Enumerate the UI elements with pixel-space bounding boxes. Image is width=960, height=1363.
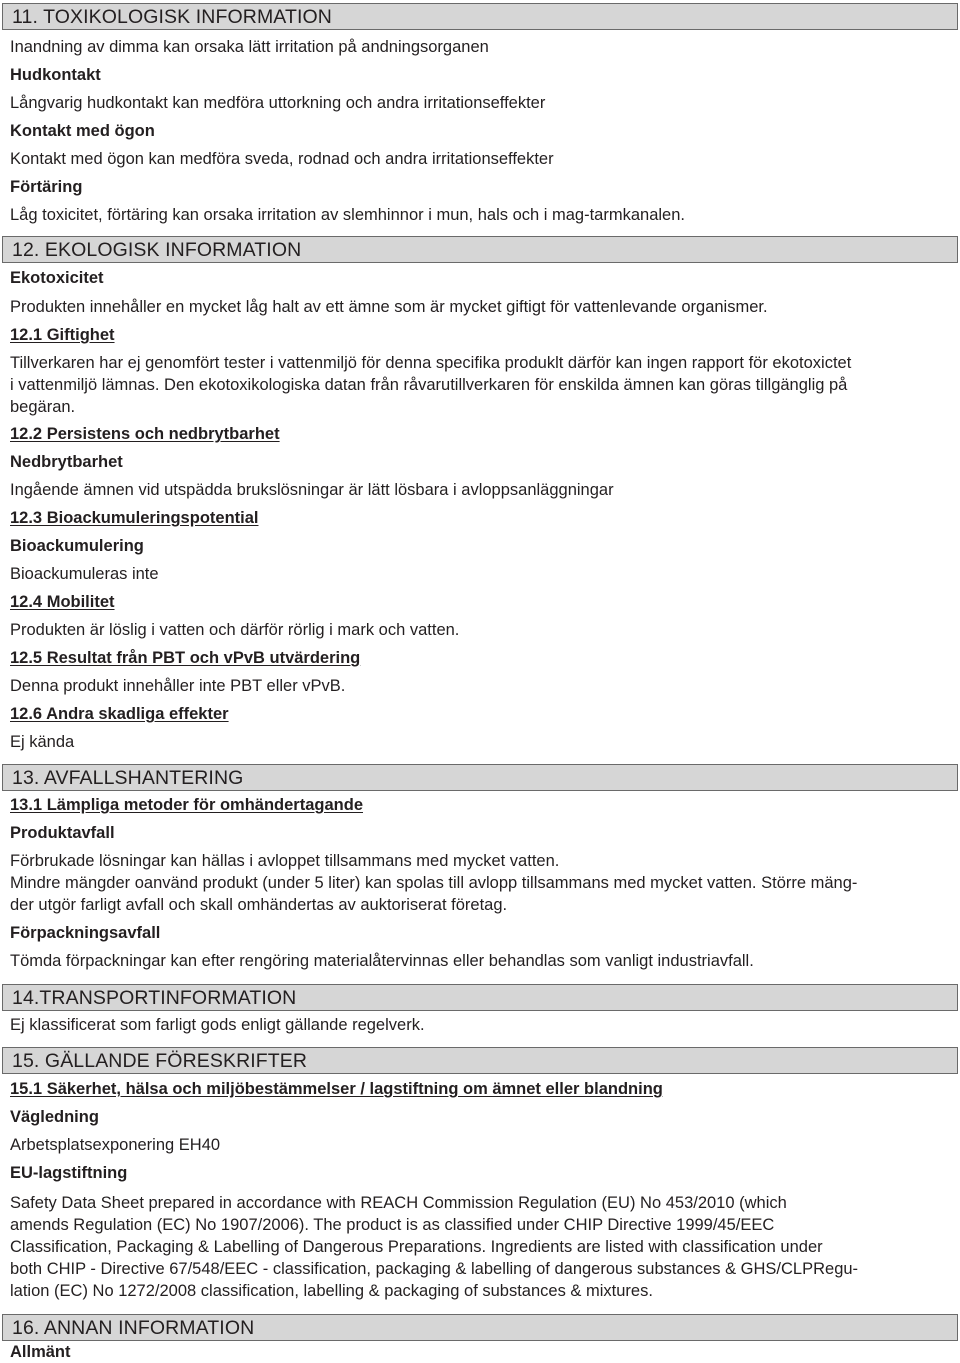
skin-contact-text: Långvarig hudkontakt kan medföra uttorkning och andra irritationseffekter bbox=[10, 94, 546, 112]
subsection-12-2-heading: 12.2 Persistens och nedbrytbarhet bbox=[10, 425, 280, 443]
packaging-waste-heading: Förpackningsavfall bbox=[10, 924, 161, 942]
section-13-title: 13. AVFALLSHANTERING bbox=[12, 767, 244, 789]
degradability-text: Ingående ämnen vid utspädda brukslösningar är lätt lösbara i avloppsanläggningar bbox=[10, 481, 614, 499]
subsection-12-4-heading: 12.4 Mobilitet bbox=[10, 593, 115, 611]
section-15-title: 15. GÄLLANDE FÖRESKRIFTER bbox=[12, 1050, 308, 1072]
eu-legislation-line-4: both CHIP - Directive 67/548/EEC - classification, packaging & labelling of dangerous substances & GHS/CLPRegu- bbox=[10, 1260, 859, 1278]
ingestion-text: Låg toxicitet, förtäring kan orsaka irritation av slemhinnor i mun, hals och i mag-tarmkanalen. bbox=[10, 206, 685, 224]
section-14-title: 14.TRANSPORTINFORMATION bbox=[12, 987, 297, 1009]
subsection-12-5-heading: 12.5 Resultat från PBT och vPvB utvärdering bbox=[10, 649, 361, 667]
ingestion-heading: Förtäring bbox=[10, 178, 83, 196]
subsection-13-1-heading: 13.1 Lämpliga metoder för omhändertagande bbox=[10, 796, 363, 814]
section-12-title: 12. EKOLOGISK INFORMATION bbox=[12, 239, 302, 261]
subsection-12-3-heading: 12.3 Bioackumuleringspotential bbox=[10, 509, 259, 527]
bioaccumulation-text: Bioackumuleras inte bbox=[10, 565, 159, 583]
pbt-text: Denna produkt innehåller inte PBT eller vPvB. bbox=[10, 677, 346, 695]
toxicity-text-line-1: Tillverkaren har ej genomfört tester i vattenmiljö för denna specifika produklt därför kan ingen rapport för ekotoxictet bbox=[10, 354, 852, 372]
inhalation-text: Inandning av dimma kan orsaka lätt irritation på andningsorganen bbox=[10, 38, 489, 56]
subsection-15-1-heading: 15.1 Säkerhet, hälsa och miljöbestämmelser / lagstiftning om ämnet eller blandning bbox=[10, 1080, 663, 1098]
bioaccumulation-heading: Bioackumulering bbox=[10, 537, 144, 555]
guidance-text: Arbetsplatsexponering EH40 bbox=[10, 1136, 221, 1154]
section-16-title: 16. ANNAN INFORMATION bbox=[12, 1317, 255, 1339]
section-12-header bbox=[2, 236, 958, 263]
ecotoxicity-text: Produkten innehåller en mycket låg halt av ett ämne som är mycket giftigt för vattenlevande organismer. bbox=[10, 298, 768, 316]
product-waste-line-2: Mindre mängder oanvänd produkt (under 5 liter) kan spolas till avlopp tillsammans med mycket vatten. Större mäng- bbox=[10, 874, 858, 892]
packaging-waste-text: Tömda förpackningar kan efter rengöring materialåtervinnas eller behandlas som vanligt industriavfall. bbox=[10, 952, 754, 970]
skin-contact-heading: Hudkontakt bbox=[10, 66, 101, 84]
section-13-header bbox=[2, 764, 958, 791]
general-heading: Allmänt bbox=[10, 1343, 71, 1361]
degradability-heading: Nedbrytbarhet bbox=[10, 453, 123, 471]
section-11-header bbox=[2, 3, 958, 30]
eu-legislation-line-5: lation (EC) No 1272/2008 classification, labelling & packaging of substances & mixtures. bbox=[10, 1282, 653, 1300]
eye-contact-heading: Kontakt med ögon bbox=[10, 122, 155, 140]
toxicity-text-line-3: begäran. bbox=[10, 398, 76, 416]
other-effects-text: Ej kända bbox=[10, 733, 75, 751]
subsection-12-6-heading: 12.6 Andra skadliga effekter bbox=[10, 705, 229, 723]
toxicity-text-line-2: i vattenmiljö lämnas. Den ekotoxikologiska datan från råvarutillverkaren för enskilda ämnen kan göras tillgänglig på bbox=[10, 376, 848, 394]
product-waste-line-3: der utgör farligt avfall och skall omhändertas av auktoriserat företag. bbox=[10, 896, 508, 914]
guidance-heading: Vägledning bbox=[10, 1108, 99, 1126]
mobility-text: Produkten är löslig i vatten och därför rörlig i mark och vatten. bbox=[10, 621, 460, 639]
eu-legislation-line-3: Classification, Packaging & Labelling of Dangerous Preparations. Ingredients are listed with classification under bbox=[10, 1238, 823, 1256]
product-waste-heading: Produktavfall bbox=[10, 824, 115, 842]
product-waste-line-1: Förbrukade lösningar kan hällas i avloppet tillsammans med mycket vatten. bbox=[10, 852, 560, 870]
section-16-header bbox=[2, 1314, 958, 1341]
eu-legislation-heading: EU-lagstiftning bbox=[10, 1164, 128, 1182]
section-15-header bbox=[2, 1047, 958, 1074]
ecotoxicity-heading: Ekotoxicitet bbox=[10, 269, 104, 287]
eye-contact-text: Kontakt med ögon kan medföra sveda, rodnad och andra irritationseffekter bbox=[10, 150, 554, 168]
transport-text: Ej klassificerat som farligt gods enligt gällande regelverk. bbox=[10, 1016, 425, 1034]
subsection-12-1-heading: 12.1 Giftighet bbox=[10, 326, 115, 344]
section-11-title: 11. TOXIKOLOGISK INFORMATION bbox=[12, 6, 332, 28]
eu-legislation-line-1: Safety Data Sheet prepared in accordance with REACH Commission Regulation (EU) No 453/2010 (which bbox=[10, 1194, 787, 1212]
section-14-header bbox=[2, 984, 958, 1011]
eu-legislation-line-2: amends Regulation (EC) No 1907/2006). The product is as classified under CHIP Directive 1999/45/EEC bbox=[10, 1216, 775, 1234]
